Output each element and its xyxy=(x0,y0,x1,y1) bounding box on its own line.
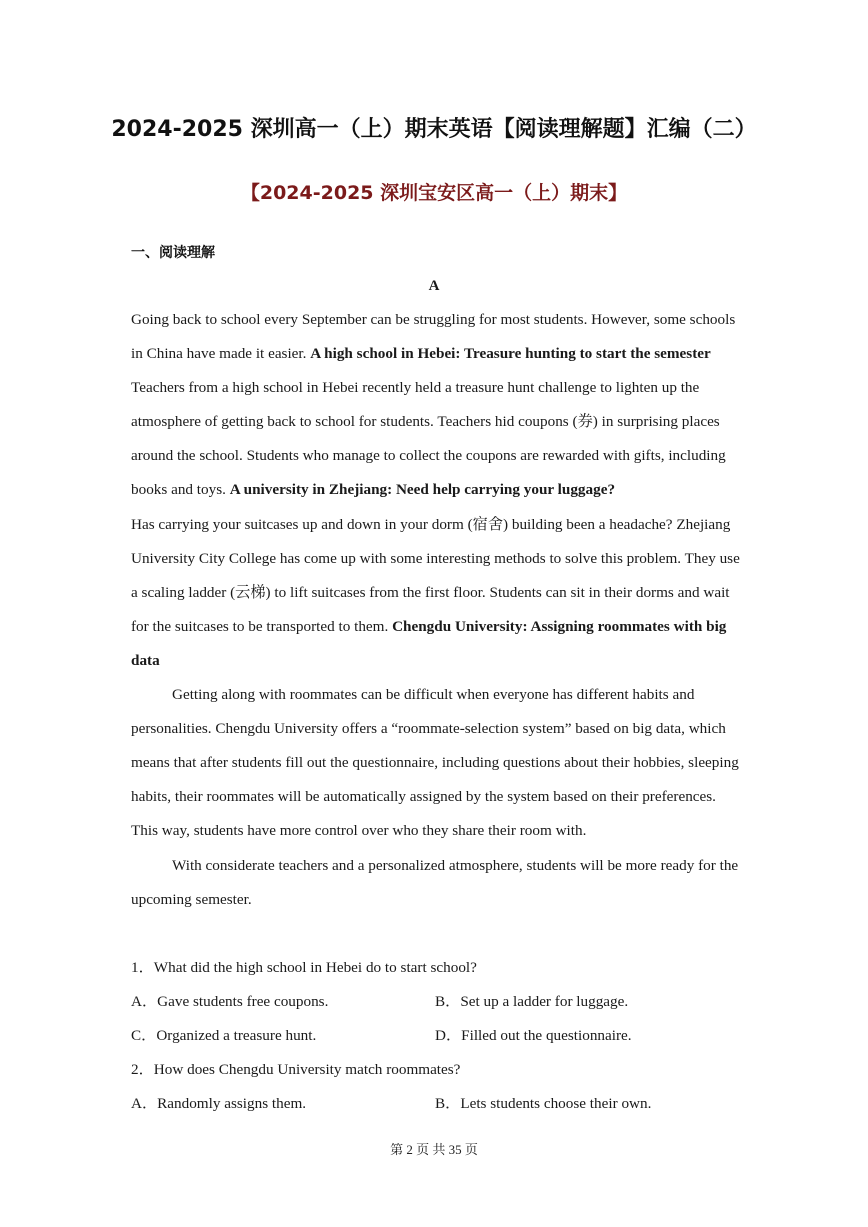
paragraph-3 xyxy=(131,508,741,678)
section-heading: 一、阅读理解 xyxy=(131,245,215,261)
question-1-option-b: B．Set up a ladder for luggage. xyxy=(435,993,629,1010)
question-1-option-c: C．Organized a treasure hunt. xyxy=(131,1027,317,1044)
question-2-stem: 2．How does Chengdu University match roommates? xyxy=(131,1061,461,1078)
passage-label: A xyxy=(428,278,440,294)
document-title: 2024-2025 深圳高一（上）期末英语【阅读理解题】汇编（二） xyxy=(111,117,757,142)
question-2-option-b: B．Lets students choose their own. xyxy=(435,1095,652,1112)
paragraph-3-text: Has carrying your suitcases up and down in your dorm (宿舍) building been a headache? Zhejiang University City College has come up with some interesting methods to solve this problem. They use a scaling ladder (云梯) to lift suitcases from the first floor. Students can sit in their dorms and wait for the suitcases to be transported to them. xyxy=(131,515,740,635)
question-1-option-a: A．Gave students free coupons. xyxy=(131,993,329,1010)
question-1-stem: 1．What did the high school in Hebei do to start school? xyxy=(131,959,477,976)
question-1-option-d: D．Filled out the questionnaire. xyxy=(435,1027,632,1044)
heading-zhejiang: A university in Zhejiang: Need help carrying your luggage? xyxy=(229,481,616,499)
paragraph-4: Getting along with roommates can be difficult when everyone has different habits and personalities. Chengdu University offers a “roommate-selection system” based on big data, which means that after students fill out the questionnaire, including questions about their hobbies, sleeping habits, their roommates will be automatically assigned by the system based on their preferences. This way, students have more control over who they share their room with. xyxy=(131,686,739,840)
paragraph-2-text: Teachers from a high school in Hebei recently held a treasure hunt challenge to lighten up the atmosphere of getting back to school for students. Teachers hid coupons (券) in surprising places around the school. Students who manage to collect the coupons are rewarded with gifts, including books and toys. xyxy=(131,379,726,499)
paragraph-1 xyxy=(131,303,741,371)
question-2-option-a: A．Randomly assigns them. xyxy=(131,1095,307,1112)
paragraph-5: With considerate teachers and a personalized atmosphere, students will be more ready for the upcoming semester. xyxy=(131,856,739,908)
passage-body xyxy=(131,303,741,917)
document-subtitle: 【2024-2025 深圳宝安区高一（上）期末】 xyxy=(240,182,628,204)
paragraph-1-text: Going back to school every September can be struggling for most students. However, some schools in China have made it easier. xyxy=(131,311,736,363)
paragraph-2 xyxy=(131,371,741,507)
heading-hebei: A high school in Hebei: Treasure hunting to start the semester xyxy=(310,345,711,363)
heading-chengdu: Chengdu University: Assigning roommates with big data xyxy=(131,617,727,669)
page-footer: 第 2 页 共 35 页 xyxy=(390,1142,478,1157)
